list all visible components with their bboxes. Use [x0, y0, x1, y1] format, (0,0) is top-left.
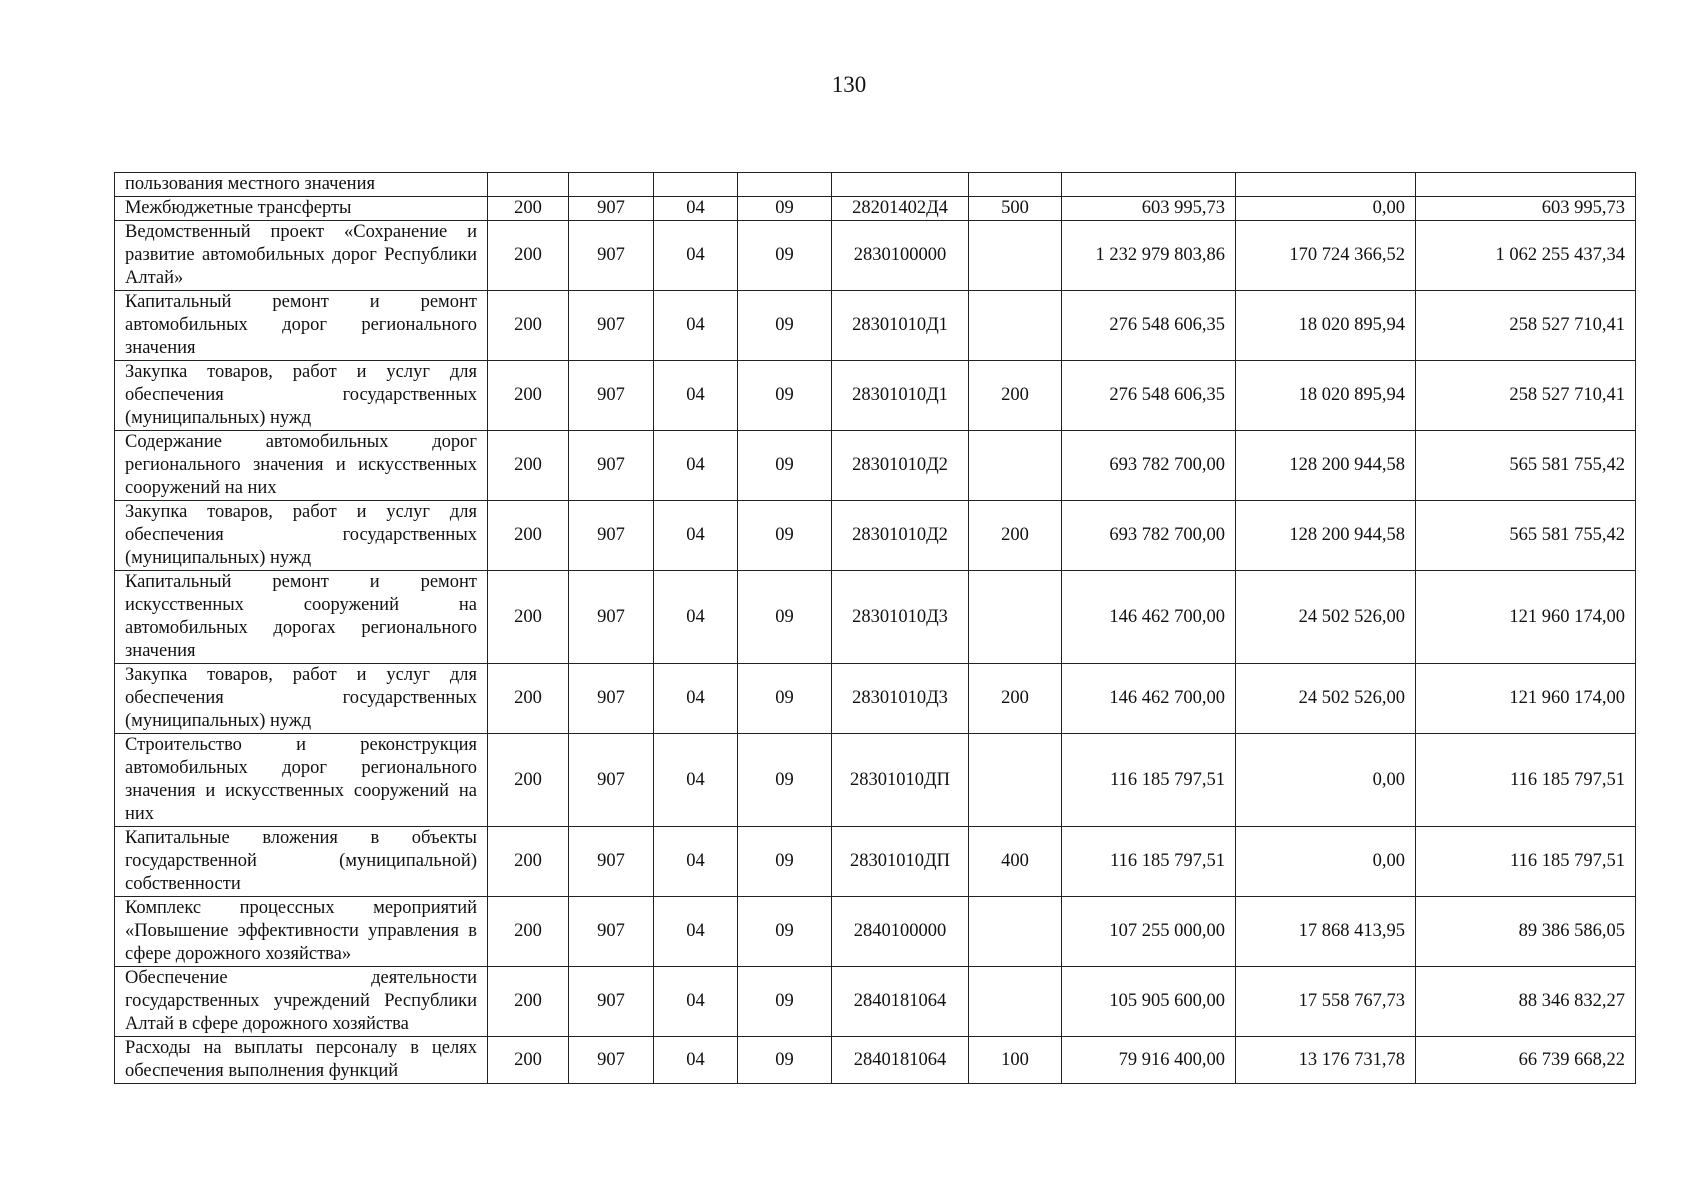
regional-amount: 1 062 255 437,34 — [1416, 221, 1636, 291]
ministry-code: 907 — [569, 501, 654, 571]
federal-amount: 18 020 895,94 — [1236, 361, 1416, 431]
row-description: Капитальный ремонт и ремонт автомобильных дорог регионального значения — [115, 291, 488, 361]
expense-type-code: 200 — [969, 361, 1062, 431]
regional-amount: 88 346 832,27 — [1416, 967, 1636, 1037]
federal-amount: 17 558 767,73 — [1236, 967, 1416, 1037]
total-amount: 276 548 606,35 — [1062, 361, 1236, 431]
regional-amount: 89 386 586,05 — [1416, 897, 1636, 967]
ministry-code: 907 — [569, 571, 654, 664]
target-article-code: 2830100000 — [832, 221, 969, 291]
regional-amount: 258 527 710,41 — [1416, 291, 1636, 361]
expense-type-code: 200 — [969, 664, 1062, 734]
total-amount: 116 185 797,51 — [1062, 827, 1236, 897]
regional-amount: 603 995,73 — [1416, 197, 1636, 221]
total-amount: 116 185 797,51 — [1062, 734, 1236, 827]
row-description: Содержание автомобильных дорог регионального значения и искусственных сооружений на них — [115, 431, 488, 501]
row-description: Строительство и реконструкция автомобильных дорог регионального значения и искусственных сооружений на них — [115, 734, 488, 827]
section-code: 04 — [654, 571, 738, 664]
target-article-code — [832, 173, 969, 197]
expense-type-code — [969, 291, 1062, 361]
section-code: 04 — [654, 291, 738, 361]
section-code: 04 — [654, 827, 738, 897]
expense-type-code: 200 — [969, 501, 1062, 571]
section-code: 04 — [654, 734, 738, 827]
target-article-code: 2840181064 — [832, 1037, 969, 1084]
federal-amount: 0,00 — [1236, 827, 1416, 897]
target-article-code: 28301010Д2 — [832, 431, 969, 501]
section-code: 04 — [654, 197, 738, 221]
ministry-code: 907 — [569, 291, 654, 361]
target-article-code: 2840181064 — [832, 967, 969, 1037]
row-description: Капитальный ремонт и ремонт искусственных сооружений на автомобильных дорогах регионального значения — [115, 571, 488, 664]
chapter-code: 200 — [488, 734, 569, 827]
target-article-code: 28301010ДП — [832, 734, 969, 827]
regional-amount: 258 527 710,41 — [1416, 361, 1636, 431]
section-code: 04 — [654, 897, 738, 967]
ministry-code: 907 — [569, 734, 654, 827]
federal-amount: 170 724 366,52 — [1236, 221, 1416, 291]
chapter-code: 200 — [488, 501, 569, 571]
chapter-code: 200 — [488, 897, 569, 967]
total-amount: 105 905 600,00 — [1062, 967, 1236, 1037]
chapter-code: 200 — [488, 664, 569, 734]
section-code: 04 — [654, 1037, 738, 1084]
federal-amount: 128 200 944,58 — [1236, 501, 1416, 571]
regional-amount: 66 739 668,22 — [1416, 1037, 1636, 1084]
expense-type-code: 400 — [969, 827, 1062, 897]
table-row — [115, 361, 1636, 431]
chapter-code: 200 — [488, 197, 569, 221]
expense-type-code — [969, 221, 1062, 291]
regional-amount: 565 581 755,42 — [1416, 501, 1636, 571]
table-row — [115, 221, 1636, 291]
table-row — [115, 571, 1636, 664]
target-article-code: 2840100000 — [832, 897, 969, 967]
target-article-code: 28201402Д4 — [832, 197, 969, 221]
expense-type-code — [969, 571, 1062, 664]
row-description: Комплекс процессных мероприятий «Повышение эффективности управления в сфере дорожного хозяйства» — [115, 897, 488, 967]
expense-type-code — [969, 431, 1062, 501]
expense-type-code: 100 — [969, 1037, 1062, 1084]
regional-amount — [1416, 173, 1636, 197]
row-description: Обеспечение деятельности государственных учреждений Республики Алтай в сфере дорожного хозяйства — [115, 967, 488, 1037]
target-article-code: 28301010Д3 — [832, 571, 969, 664]
table-row — [115, 501, 1636, 571]
table-row — [115, 664, 1636, 734]
row-description: пользования местного значения — [115, 173, 488, 197]
ministry-code: 907 — [569, 897, 654, 967]
row-description: Капитальные вложения в объекты государственной (муниципальной) собственности — [115, 827, 488, 897]
total-amount: 693 782 700,00 — [1062, 501, 1236, 571]
regional-amount: 121 960 174,00 — [1416, 571, 1636, 664]
section-code: 04 — [654, 361, 738, 431]
total-amount: 146 462 700,00 — [1062, 571, 1236, 664]
subsection-code: 09 — [738, 431, 832, 501]
subsection-code: 09 — [738, 827, 832, 897]
expense-type-code — [969, 967, 1062, 1037]
chapter-code: 200 — [488, 361, 569, 431]
federal-amount: 128 200 944,58 — [1236, 431, 1416, 501]
table-row — [115, 967, 1636, 1037]
table-row — [115, 431, 1636, 501]
table-row — [115, 1037, 1636, 1084]
ministry-code — [569, 173, 654, 197]
regional-amount: 565 581 755,42 — [1416, 431, 1636, 501]
section-code: 04 — [654, 221, 738, 291]
regional-amount: 116 185 797,51 — [1416, 734, 1636, 827]
row-description: Межбюджетные трансферты — [115, 197, 488, 221]
target-article-code: 28301010ДП — [832, 827, 969, 897]
federal-amount: 24 502 526,00 — [1236, 571, 1416, 664]
ministry-code: 907 — [569, 197, 654, 221]
section-code: 04 — [654, 967, 738, 1037]
section-code: 04 — [654, 501, 738, 571]
target-article-code: 28301010Д2 — [832, 501, 969, 571]
table-row — [115, 173, 1636, 197]
table-row — [115, 197, 1636, 221]
chapter-code: 200 — [488, 571, 569, 664]
federal-amount — [1236, 173, 1416, 197]
chapter-code: 200 — [488, 291, 569, 361]
federal-amount: 13 176 731,78 — [1236, 1037, 1416, 1084]
target-article-code: 28301010Д3 — [832, 664, 969, 734]
chapter-code: 200 — [488, 431, 569, 501]
target-article-code: 28301010Д1 — [832, 291, 969, 361]
subsection-code: 09 — [738, 571, 832, 664]
subsection-code: 09 — [738, 967, 832, 1037]
table-row — [115, 897, 1636, 967]
subsection-code: 09 — [738, 361, 832, 431]
page-number: 130 — [831, 72, 867, 97]
chapter-code: 200 — [488, 827, 569, 897]
row-description: Закупка товаров, работ и услуг для обеспечения государственных (муниципальных) нужд — [115, 361, 488, 431]
total-amount: 79 916 400,00 — [1062, 1037, 1236, 1084]
regional-amount: 121 960 174,00 — [1416, 664, 1636, 734]
table-row — [115, 734, 1636, 827]
budget-table — [114, 172, 1636, 1084]
ministry-code: 907 — [569, 1037, 654, 1084]
total-amount: 603 995,73 — [1062, 197, 1236, 221]
subsection-code: 09 — [738, 197, 832, 221]
federal-amount: 0,00 — [1236, 197, 1416, 221]
row-description: Ведомственный проект «Сохранение и развитие автомобильных дорог Республики Алтай» — [115, 221, 488, 291]
section-code: 04 — [654, 431, 738, 501]
subsection-code: 09 — [738, 1037, 832, 1084]
subsection-code: 09 — [738, 221, 832, 291]
table-row — [115, 827, 1636, 897]
expense-type-code — [969, 173, 1062, 197]
total-amount: 1 232 979 803,86 — [1062, 221, 1236, 291]
ministry-code: 907 — [569, 967, 654, 1037]
ministry-code: 907 — [569, 664, 654, 734]
section-code — [654, 173, 738, 197]
subsection-code: 09 — [738, 734, 832, 827]
federal-amount: 18 020 895,94 — [1236, 291, 1416, 361]
total-amount — [1062, 173, 1236, 197]
table-row — [115, 291, 1636, 361]
expense-type-code — [969, 897, 1062, 967]
section-code: 04 — [654, 664, 738, 734]
chapter-code: 200 — [488, 967, 569, 1037]
expense-type-code — [969, 734, 1062, 827]
row-description: Расходы на выплаты персоналу в целях обеспечения выполнения функций — [115, 1037, 488, 1084]
target-article-code: 28301010Д1 — [832, 361, 969, 431]
row-description: Закупка товаров, работ и услуг для обеспечения государственных (муниципальных) нужд — [115, 501, 488, 571]
subsection-code: 09 — [738, 501, 832, 571]
subsection-code: 09 — [738, 897, 832, 967]
chapter-code: 200 — [488, 221, 569, 291]
chapter-code — [488, 173, 569, 197]
subsection-code — [738, 173, 832, 197]
ministry-code: 907 — [569, 431, 654, 501]
federal-amount: 24 502 526,00 — [1236, 664, 1416, 734]
chapter-code: 200 — [488, 1037, 569, 1084]
ministry-code: 907 — [569, 361, 654, 431]
subsection-code: 09 — [738, 291, 832, 361]
ministry-code: 907 — [569, 827, 654, 897]
regional-amount: 116 185 797,51 — [1416, 827, 1636, 897]
federal-amount: 0,00 — [1236, 734, 1416, 827]
total-amount: 693 782 700,00 — [1062, 431, 1236, 501]
total-amount: 146 462 700,00 — [1062, 664, 1236, 734]
expense-type-code: 500 — [969, 197, 1062, 221]
subsection-code: 09 — [738, 664, 832, 734]
budget-table-body — [115, 173, 1636, 1084]
total-amount: 276 548 606,35 — [1062, 291, 1236, 361]
federal-amount: 17 868 413,95 — [1236, 897, 1416, 967]
row-description: Закупка товаров, работ и услуг для обеспечения государственных (муниципальных) нужд — [115, 664, 488, 734]
ministry-code: 907 — [569, 221, 654, 291]
total-amount: 107 255 000,00 — [1062, 897, 1236, 967]
